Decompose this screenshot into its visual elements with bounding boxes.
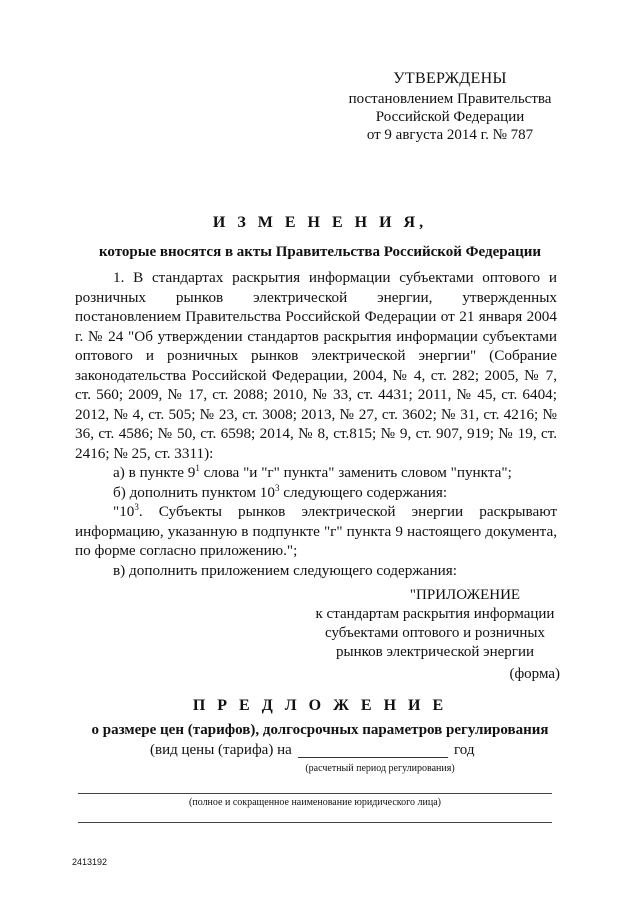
appendix-line-2: субъектами оптового и розничных [325,625,545,641]
paragraph-1: 1. В стандартах раскрытия информации субъектами оптового и розничных рынков электрической энергии, утвержденных постановлением Правительства Российской Федерации от 21 января 2004 г. № 24 "Об утверждении стандартов раскрытия информации субъектами оптового и розничных рынков электрической энергии" (Собрание законодательства Российской Федерации, 2004, № 4, ст. 282; 2005, № 7, ст. 560; 2009, № 17, ст. 2088; 2010, № 33, ст. 4431; 2011, № 45, ст. 6404; 2012, № 4, ст. 505; № 23, ст. 3008; 2013, № 27, ст. 3602; № 31, ст. 4216; № 36, ст. 4586; № 50, ст. 6598; 2014, № 8, ст.815; № 9, ст. 907, 919; № 19, ст. 2416; № 25, ст. 3311): [75,269,557,462]
item-a-rest: слова "и "г" пункта" заменить словом "пункта"; [199,464,512,481]
document-number: 2413192 [72,857,108,867]
quote-rest: . Субъекты рынков электрической энергии раскрывают информацию, указанную в подпункте "г" пункта 9 настоящего документа, по форме согласно приложению."; [75,503,557,559]
item-b-text: б) дополнить пунктом 10 [113,483,275,501]
second-blank-line [78,822,552,823]
item-a-text: а) в пункте 9 [113,464,196,481]
document-title: И З М Е Н Е Н И Я, [212,214,428,231]
quote-sup: 3 [134,501,139,512]
proposal-subtitle: о размере цен (тарифов), долгосрочных параметров регулирования [91,722,549,738]
price-type-label: (вид цены (тарифа) на [150,742,292,758]
item-a-sup: 1 [195,462,200,473]
period-row [150,742,510,762]
period-blank-line [298,757,448,758]
approval-block [330,70,570,144]
appendix-heading: "ПРИЛОЖЕНИЕ [409,587,521,603]
entity-name-line [78,793,552,794]
year-label: год [454,742,475,758]
appendix-line-1: к стандартам раскрытия информации [315,606,555,622]
approval-line-3: от 9 августа 2014 г. № 787 [366,127,534,143]
document-subtitle: которые вносятся в акты Правительства Российской Федерации [98,244,542,260]
proposal-title: П Р Е Д Л О Ж Е Н И Е [192,697,448,714]
period-caption: (расчетный период регулирования) [305,763,455,774]
item-b [75,483,557,503]
appendix-line-3: рынков электрической энергии [336,644,534,660]
approval-heading: УТВЕРЖДЕНЫ [393,70,507,87]
item-c: в) дополнить приложением следующего содержания: [113,561,458,579]
quoted-point [75,502,557,561]
approval-line-2: Российской Федерации [375,109,525,125]
quote-text: "10 [113,503,135,520]
item-a [75,463,557,483]
form-label: (форма) [509,666,560,682]
entity-name-caption: (полное и сокращенное наименование юридического лица) [189,797,441,808]
approval-line-1: постановлением Правительства [348,91,552,107]
appendix-block [300,586,570,662]
item-b-rest: следующего содержания: [279,483,448,501]
document-body [75,268,557,580]
item-b-sup: 3 [274,482,280,493]
